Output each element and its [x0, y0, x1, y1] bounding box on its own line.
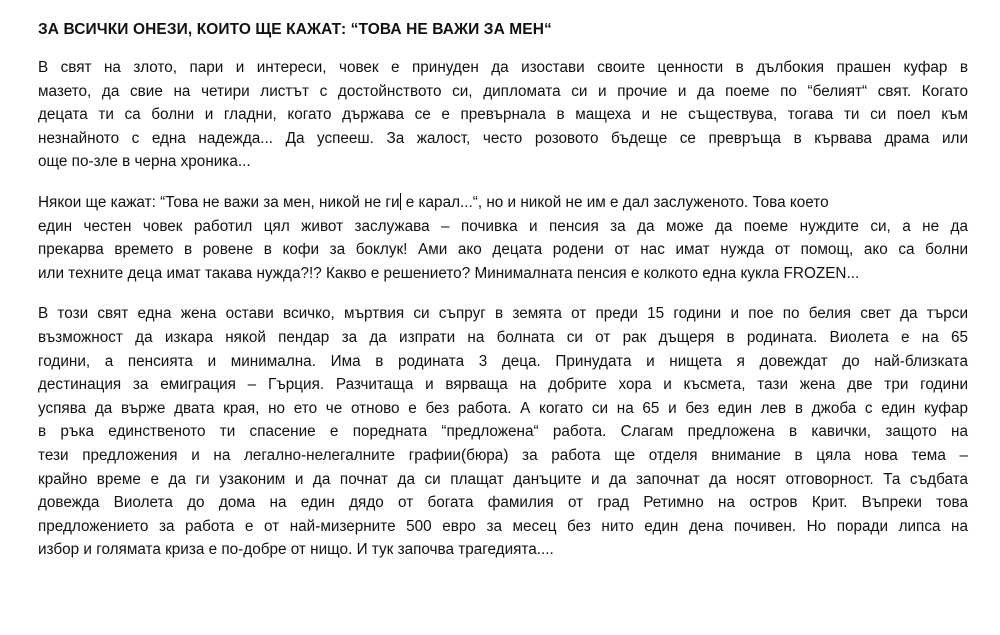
paragraph-line: В свят на злото, пари и интереси, човек е принуден да изостави своите ценности в дълбокия прашен куфар в [38, 59, 968, 76]
paragraph-line: или техните деца имат такава нужда?!? Какво е решението? Минималната пенсия е колкото една кукла FROZEN... [38, 264, 860, 282]
paragraph-line: един честен човек работил цял живот заслужава – почивка и пенсия за да може да поеме нуждите си, а не да [38, 217, 968, 235]
paragraph-line: мазето, да свие на четири листът с достойнството си, дипломата си и прочие и да поеме по “белият“ свят. Когато [38, 82, 968, 100]
paragraph-3 [38, 302, 968, 562]
paragraph-line: още по-зле в черна хроника... [38, 153, 251, 171]
paragraph-line: крайно време е да ги узаконим и да почнат да си плащат данъците и да започнат да носят отговорност. Та съдбата [38, 470, 968, 488]
paragraph-line: години, а пенсията и минимална. Има в родината 3 деца. Принудата и нищета я довеждат до най-близката [38, 352, 968, 370]
document-page [38, 18, 968, 579]
paragraph-line: децата ти са болни и гладни, когато държава се е превърнала в мащеха и не съществува, тогава ти си поел към [38, 106, 968, 124]
paragraph-line: тези предложения и на легално-нелегалните графии(бюра) за работа ще отделя внимание в цяла нова тема – [38, 446, 968, 464]
paragraph-line: възможност да изкара някой пендар за да изпрати на болната си от рак дъщеря в родината. Виолета е на 65 [38, 328, 968, 346]
paragraph-line: прекарва времето в ровене в кофи за боклук! Ами ако децата родени от нас имат нужда от помощ, ако са болни [38, 241, 968, 259]
paragraph-1 [38, 56, 968, 174]
paragraph-line: дестинация за емиграция – Гърция. Разчитаща и вярваща на добрите хора и късмета, тази жена две три години [38, 376, 968, 394]
paragraph-2 [38, 191, 968, 285]
text-before-cursor: Някои ще кажат: “Това не важи за мен, никой не ги [38, 193, 400, 211]
text-after-cursor: е карал...“, но и никой не им е дал заслуженото. Това което [401, 193, 829, 211]
paragraph-line: предложението за работа е от най-мизерните 500 евро за месец без нито един дена почивен. Но поради липса на [38, 517, 968, 535]
paragraph-line: избор и голямата криза е по-добре от нищо. И тук започва трагедията.... [38, 541, 554, 559]
paragraph-line-with-cursor [38, 191, 968, 215]
paragraph-line: незнайното с една надежда... Да успееш. За жалост, често розовото бъдеще се превръща в кървава драма или [38, 129, 968, 147]
paragraph-line: в ръка единственото ти спасение е поредната “предложена“ работа. Слагам предложена в кавички, защото на [38, 423, 968, 441]
paragraph-line: успява да върже двата края, но ето че отново е без работа. А когато си на 65 и без един лев в джоба с един куфар [38, 399, 968, 417]
paragraph-line: В този свят една жена остави всичко, мъртвия си съпруг в земята от преди 15 години и пое по белия свет да търси [38, 305, 968, 323]
document-title: ЗА ВСИЧКИ ОНЕЗИ, КОИТО ЩЕ КАЖАТ: “ТОВА НЕ ВАЖИ ЗА МЕН“ [38, 21, 552, 38]
paragraph-line: довежда Виолета до дома на един дядо от богата фамилия от град Ретимно на остров Крит. Въпреки това [38, 494, 968, 512]
